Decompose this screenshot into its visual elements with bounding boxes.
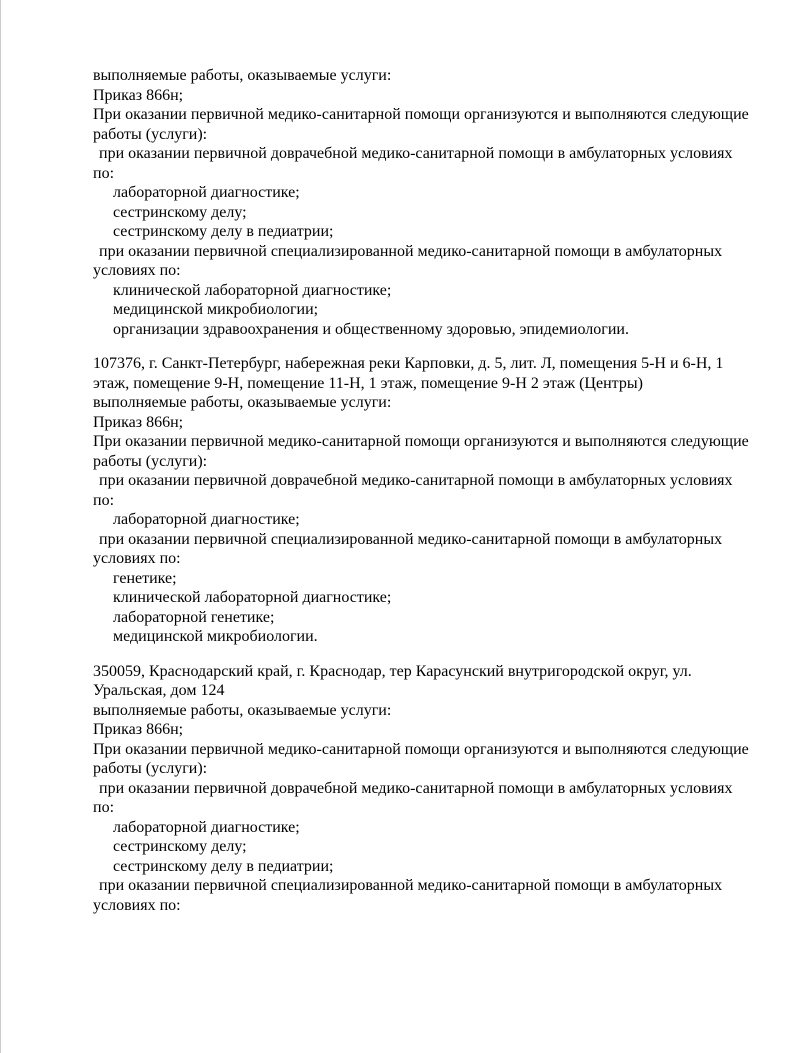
address-line: Уральская, дом 124 <box>93 682 225 699</box>
service-item: лабораторной диагностике; <box>113 818 300 836</box>
address-line: этаж, помещение 9-Н, помещение 11-Н, 1 этаж, помещение 9-Н 2 этаж (Центры) <box>93 374 643 392</box>
service-item: лабораторной диагностике; <box>113 184 300 201</box>
license-works-section-1 <box>93 66 793 339</box>
works-services-label: выполняемые работы, оказываемые услуги: <box>93 701 392 719</box>
license-works-section-krasnodar <box>93 662 793 916</box>
order-reference: Приказ 866н; <box>93 86 184 104</box>
service-item: сестринскому делу; <box>113 203 247 221</box>
care-type-line: при оказании первичной доврачебной медико-санитарной помощи в амбулаторных условиях <box>99 779 733 797</box>
care-type-line: условиях по: <box>93 896 181 914</box>
paragraph-line: работы (услуги): <box>93 760 208 777</box>
service-item: организации здравоохранения и общественному здоровью, эпидемиологии. <box>113 320 629 338</box>
works-services-label: выполняемые работы, оказываемые услуги: <box>93 394 392 411</box>
paragraph-line: работы (услуги): <box>93 452 208 470</box>
order-reference: Приказ 866н; <box>93 413 184 431</box>
address-line: 350059, Краснодарский край, г. Краснодар, тер Карасунский внутригородской округ, ул. <box>93 662 692 680</box>
service-item: лабораторной генетике; <box>113 608 275 626</box>
care-type-line: по: <box>93 164 115 182</box>
paragraph-line: работы (услуги): <box>93 125 208 143</box>
service-item: сестринскому делу; <box>113 838 247 855</box>
care-type-line: при оказании первичной специализированной медико-санитарной помощи в амбулаторных <box>99 242 723 260</box>
service-item: сестринскому делу в педиатрии; <box>113 223 334 240</box>
care-type-line: при оказании первичной доврачебной медико-санитарной помощи в амбулаторных условиях <box>99 145 733 162</box>
order-reference: Приказ 866н; <box>93 721 184 738</box>
service-item: генетике; <box>113 569 177 587</box>
service-item: клинической лабораторной диагностике; <box>113 281 392 299</box>
care-type-line: при оказании первичной специализированной медико-санитарной помощи в амбулаторных <box>99 877 723 894</box>
care-type-line: по: <box>93 799 115 816</box>
service-item: медицинской микробиологии. <box>113 628 318 645</box>
service-item: клинической лабораторной диагностике; <box>113 589 392 606</box>
document <box>1 0 793 915</box>
paragraph-line: При оказании первичной медико-санитарной помощи организуются и выполняются следующие <box>93 106 749 123</box>
paragraph-line: При оказании первичной медико-санитарной помощи организуются и выполняются следующие <box>93 433 749 450</box>
works-services-label: выполняемые работы, оказываемые услуги: <box>93 67 392 84</box>
paragraph-line: При оказании первичной медико-санитарной помощи организуются и выполняются следующие <box>93 740 749 758</box>
service-item: сестринскому делу в педиатрии; <box>113 857 334 875</box>
care-type-line: при оказании первичной доврачебной медико-санитарной помощи в амбулаторных условиях <box>99 472 733 489</box>
care-type-line: при оказании первичной специализированной медико-санитарной помощи в амбулаторных <box>99 530 723 548</box>
license-works-section-spb <box>93 354 793 647</box>
address-line: 107376, г. Санкт-Петербург, набережная реки Карповки, д. 5, лит. Л, помещения 5-Н и 6-Н, 1 <box>93 355 724 372</box>
service-item: медицинской микробиологии; <box>113 301 319 318</box>
care-type-line: по: <box>93 491 115 509</box>
care-type-line: условиях по: <box>93 262 181 279</box>
care-type-line: условиях по: <box>93 550 181 567</box>
service-item: лабораторной диагностике; <box>113 511 300 528</box>
